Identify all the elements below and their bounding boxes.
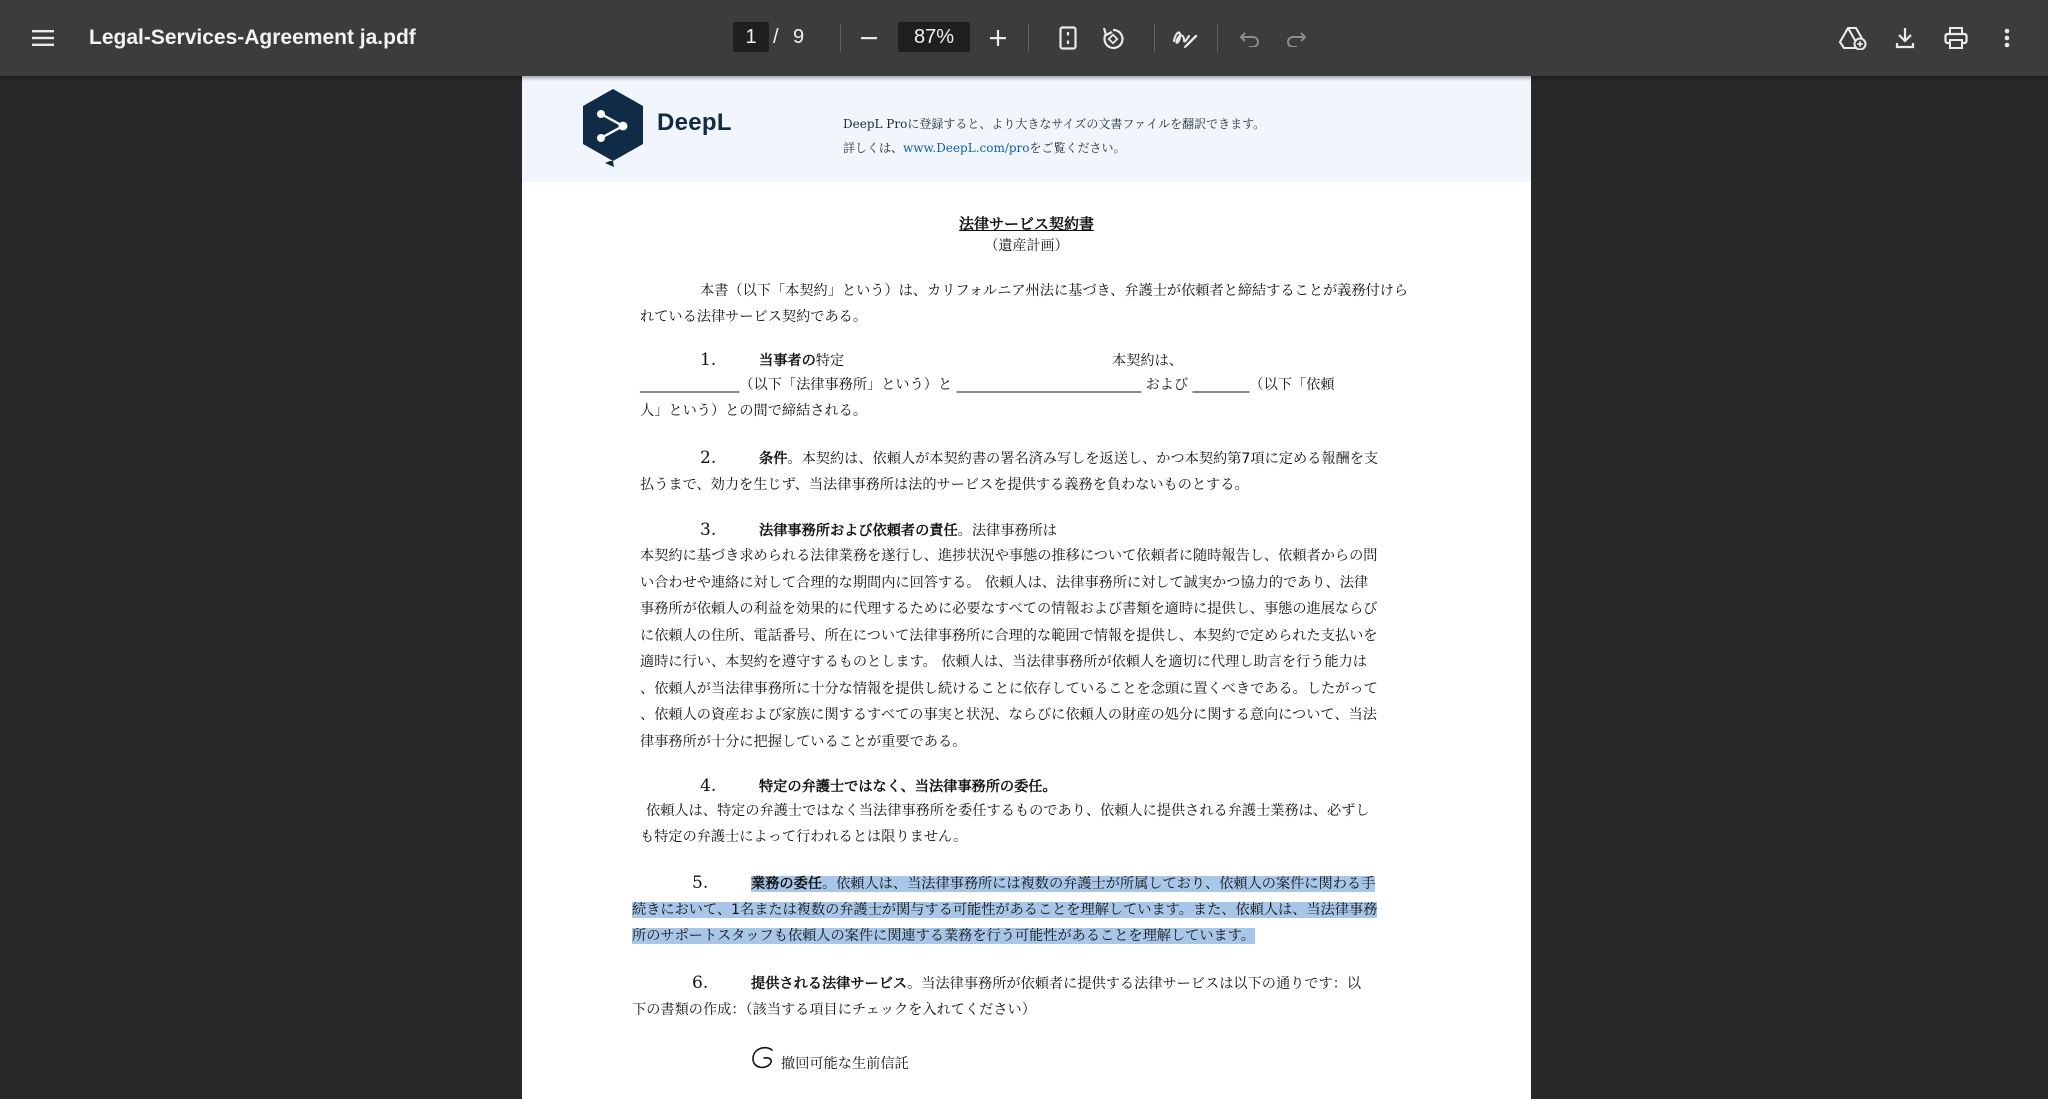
- section-4-line-1: 依頼人は、特定の弁護士ではなく当法律事務所を委任するものであり、依頼人に提供される弁護士業務は、必ずし: [646, 803, 1370, 819]
- hamburger-menu-icon[interactable]: [21, 16, 65, 60]
- deepl-logo-icon: [580, 87, 646, 167]
- intro-line-1: 本書（以下「本契約」という）は、カリフォルニア州法に基づき、弁護士が依頼者と締結することが義務付けら: [700, 283, 1409, 299]
- section-3-line: 本契約に基づき求められる法律業務を遂行し、進捗状況や事態の推移について依頼者に随時報告し、依頼者からの問: [640, 548, 1378, 564]
- deepl-pro-link[interactable]: www.DeepL.com/pro: [903, 141, 1030, 155]
- section-3-line: 、依頼人の資産および家族に関するすべての事実と状況、ならびに依頼人の財産の処分に関する意向について、当法: [640, 707, 1377, 723]
- toolbar-divider: [840, 24, 841, 52]
- fit-page-icon[interactable]: [1046, 16, 1090, 60]
- section-4-heading: 特定の弁護士ではなく、当法律事務所の委任。: [759, 779, 1057, 795]
- section-3-line: 、依頼人が当法律事務所に十分な情報を提供し続けることに依存していることを念頭に置くべきである。したがって: [640, 681, 1378, 697]
- pdf-page: [522, 76, 1531, 1099]
- deepl-brand-name: DeepL: [657, 109, 732, 136]
- section-3-heading: 法律事務所および依頼者の責任。法律事務所は: [759, 523, 1057, 539]
- drive-add-icon[interactable]: [1831, 16, 1875, 60]
- section-number: 2.: [700, 448, 717, 468]
- print-icon[interactable]: [1934, 16, 1978, 60]
- section-6-line-2: 下の書類の作成：（該当する項目にチェックを入れてください）: [632, 1002, 1036, 1018]
- section-3-line: 適時に行い、本契約を遵守するものとします。 依頼人は、当法律事務所が依頼人を適切に代理し助言を行う能力は: [640, 654, 1367, 670]
- section-1-heading: 当事者の特定: [759, 353, 845, 369]
- undo-icon[interactable]: [1228, 16, 1272, 60]
- page-number-input[interactable]: [733, 22, 769, 52]
- minus-icon: [861, 30, 877, 46]
- more-vertical-icon[interactable]: [1985, 16, 2029, 60]
- intro-line-2: れている法律サービス契約である。: [640, 309, 868, 325]
- page-separator: /: [773, 26, 779, 48]
- section-1-line-3: 人」という）との間で締結される。: [640, 403, 868, 419]
- section-3-line: い合わせや連絡に対して合理的な期間内に回答する。 依頼人は、法律事務所に対して誠実かつ協力的であり、法律: [640, 575, 1369, 591]
- checklist-item-label: 撤回可能な生前信託: [781, 1056, 909, 1072]
- deepl-promo-text: [843, 112, 1265, 160]
- download-icon[interactable]: [1883, 16, 1927, 60]
- zoom-in-button[interactable]: [976, 16, 1020, 60]
- section-number: 3.: [700, 520, 717, 540]
- redo-icon[interactable]: [1274, 16, 1318, 60]
- promo-suffix: をご覧ください。: [1029, 141, 1126, 155]
- section-number: 4.: [700, 776, 717, 796]
- section-number: 1.: [700, 350, 717, 370]
- document-viewer[interactable]: [0, 76, 2048, 1099]
- section-3-line: 事務所が依頼人の利益を効果的に代理するために必要なすべての情報および書類を適時に提供し、事態の進展ならび: [640, 601, 1378, 617]
- toolbar-divider: [1154, 24, 1155, 52]
- section-5-line-1: 業務の委任。依頼人は、当法律事務所には複数の弁護士が所属しており、依頼人の案件に関わる手: [751, 876, 1376, 892]
- deepl-banner: [522, 76, 1531, 182]
- section-1-tail: 本契約は、: [1112, 353, 1183, 369]
- plus-icon: [990, 30, 1006, 46]
- checkbox-mark-icon[interactable]: [750, 1046, 778, 1072]
- rotate-icon[interactable]: [1091, 16, 1135, 60]
- section-3-line: に依頼人の住所、電話番号、所在について法律事務所に合理的な範囲で情報を提供し、本契約で定められた支払いを: [640, 628, 1378, 644]
- section-5-line-3: 所のサポートスタッフも依頼人の案件に関連する業務を行う可能性があることを理解しています。: [632, 928, 1255, 944]
- section-2-line-2: 払うまで、効力を生じず、当法律事務所は法的サービスを提供する義務を負わないものとする。: [640, 477, 1249, 493]
- section-number: 5.: [692, 873, 709, 893]
- zoom-out-button[interactable]: [847, 16, 891, 60]
- section-6-line-1: 提供される法律サービス。当法律事務所が依頼者に提供する法律サービスは以下の通りです：以: [751, 976, 1362, 992]
- section-number: 6.: [692, 973, 709, 993]
- pdf-toolbar: [0, 0, 2048, 76]
- document-title-heading: 法律サービス契約書: [958, 215, 1094, 233]
- section-3-line: 律事務所が十分に把握していることが重要である。: [640, 734, 967, 750]
- section-4-line-2: も特定の弁護士によって行われるとは限りません。: [640, 829, 968, 845]
- zoom-level-input[interactable]: [898, 22, 970, 52]
- document-title: Legal-Services-Agreement ja.pdf: [89, 26, 416, 49]
- toolbar-divider: [1217, 24, 1218, 52]
- annotate-icon[interactable]: [1163, 16, 1207, 60]
- page-total: 9: [793, 26, 805, 48]
- section-5-line-2: 続きにおいて、1名または複数の弁護士が関与する可能性があることを理解しています。また、依頼人は、当法律事務: [632, 902, 1378, 918]
- promo-prefix: 詳しくは、: [843, 141, 904, 155]
- section-2-line-1: 条件。本契約は、依頼人が本契約書の署名済み写しを返送し、かつ本契約第7項に定める報酬を支: [759, 451, 1379, 467]
- promo-line-1: DeepL Proに登録すると、より大きなサイズの文書ファイルを翻訳できます。: [843, 117, 1266, 131]
- document-subtitle: （遺産計画）: [984, 238, 1069, 254]
- section-1-line-2: ______________（以下「法律事務所」という）と __________________________ および ________（以下「依頼: [640, 377, 1335, 393]
- toolbar-divider: [1028, 24, 1029, 52]
- promo-line-2: [843, 136, 1265, 160]
